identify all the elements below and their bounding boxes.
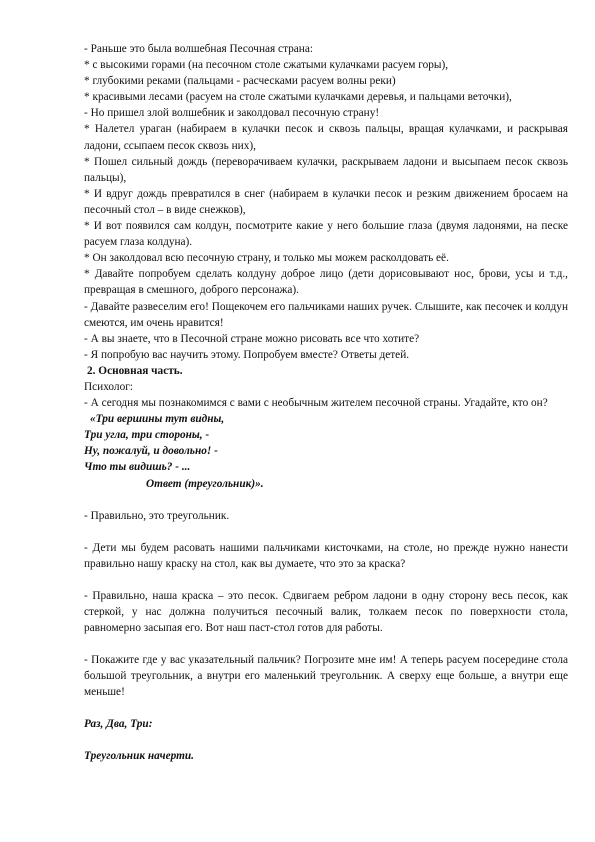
riddle-line-1: «Три вершины тут видны, (90, 413, 225, 426)
intro-line-3: * глубокими реками (пальцами - расческами расуем волны реки) (84, 75, 396, 88)
intro-line-1: - Раньше это была волшебная Песочная страна: (84, 43, 314, 55)
intro-line-9: * И вот появился сам колдун, посмотрите какие у него большие глаза (двумя ладонями, на песке расуем глаза колдуна). (84, 220, 568, 249)
section-heading: 2. Основная часть. (87, 364, 183, 377)
ending-line-1: Раз, Два, Три: (84, 718, 153, 731)
intro-line-14: - Я попробую вас научить этому. Попробуем вместе? Ответы детей. (84, 348, 410, 361)
spacer (84, 700, 568, 716)
ending-line-2: Треугольник начерти. (84, 749, 195, 762)
psychologist-label: Психолог: (84, 380, 133, 393)
riddle-line-3: Ну, пожалуй, и довольно! - (84, 445, 218, 458)
riddle-line-2: Три угла, три стороны, - (84, 429, 210, 442)
riddle-answer: Ответ (треугольник)». (146, 477, 264, 490)
main-paragraph-2: - Дети мы будем расовать нашими пальчиками кисточками, на столе, но прежде нужно нанести правильно нашу краску на стол, как вы думаете, что это за краска? (84, 541, 568, 570)
intro-line-10: * Он заколдовал всю песочную страну, и только мы можем расколдовать её. (84, 252, 449, 265)
intro-line-6: * Налетел ураган (набираем в кулачки песок и сквозь пальцы, вращая кулачками, и раскрывая ладони, ссыпаем песок сквозь них), (84, 123, 568, 152)
intro-line-11: * Давайте попробуем сделать колдуну доброе лицо (дети дорисовывают нос, брови, усы и т.д., превращая в смешного, доброго персонажа). (84, 268, 568, 297)
spacer (84, 733, 568, 748)
intro-line-12: - Давайте развеселим его! Пощекочем его пальчиками наших ручек. Слышите, как песочек и колдун смеются, им очень нравится! (84, 300, 568, 329)
intro-line-7: * Пошел сильный дождь (переворачиваем кулачки, раскрываем ладони и высыпаем песок сквозь пальцы), (84, 155, 568, 184)
intro-line-2: * с высокими горами (на песочном столе сжатыми кулачками расуем горы), (84, 59, 449, 72)
spacer (84, 524, 568, 540)
document-page (84, 41, 568, 764)
spacer (84, 492, 568, 508)
intro-line-4: * красивыми лесами (расуем на столе сжатыми кулачками деревья, и пальцами веточки), (84, 91, 512, 104)
question-text: - А сегодня мы познакомимся с вами с необычным жителем песочной страны. Угадайте, кто он? (84, 397, 548, 410)
riddle-line-4: Что ты видишь? - ... (84, 461, 191, 474)
main-paragraph-1: - Правильно, это треугольник. (84, 509, 230, 522)
spacer (84, 572, 568, 588)
spacer (84, 636, 568, 652)
intro-line-8: * И вдруг дождь превратился в снег (набираем в кулачки песок и резким движением бросаем на песочный стол – в виде снежков), (84, 187, 568, 216)
intro-line-5: - Но пришел злой волшебник и заколдовал песочную страну! (84, 107, 380, 120)
main-paragraph-3: - Правильно, наша краска – это песок. Сдвигаем ребром ладони в одну сторону весь песок, как стеркой, у нас должна получиться песочный валик, толкаем песок по поверхности стола, равномерно засыпая его. Вот наш паст-стол готов для работы. (84, 589, 568, 635)
intro-line-13: - А вы знаете, что в Песочной стране можно рисовать все что хотите? (84, 332, 420, 345)
main-paragraph-4: - Покажите где у вас указательный пальчик? Погрозите мне им! А теперь расуем посередине стола большой треугольник, а внутри его маленький треугольник. А сверху еще больше, а внутри еще меньше! (84, 654, 568, 699)
